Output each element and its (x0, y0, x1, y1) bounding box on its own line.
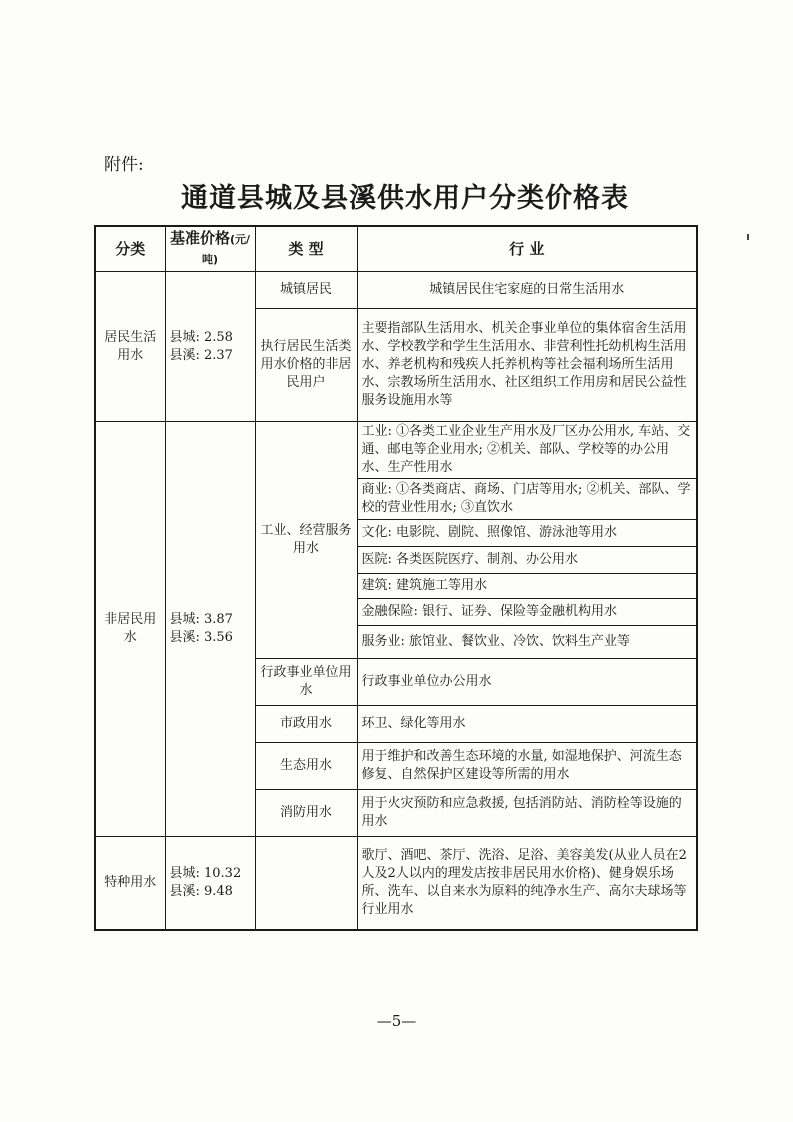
price-non-residential (165, 422, 255, 837)
price-special (165, 837, 255, 931)
type-cell: 城镇居民 (255, 272, 357, 309)
industry-cell: 服务业: 旅馆业、餐饮业、冷饮、饮料生产业等 (357, 626, 697, 659)
industry-cell: 行政事业单位办公用水 (357, 659, 697, 706)
page-number: —5— (376, 1012, 417, 1030)
industry-cell: 环卫、绿化等用水 (357, 706, 697, 743)
type-cell: 消防用水 (255, 790, 357, 837)
type-cell: 生态用水 (255, 743, 357, 790)
type-cell: 执行居民生活类用水价格的非居民用户 (255, 309, 357, 422)
header-base-price (165, 226, 255, 272)
header-category: 分类 (95, 226, 165, 272)
scan-mark (747, 234, 749, 240)
price-residential (165, 272, 255, 422)
header-base-price-label: 基准价格 (169, 229, 230, 247)
header-row (95, 226, 697, 272)
price-special-xi: 县溪: 9.48 (169, 884, 233, 899)
type-cell-industrial: 工业、经营服务用水 (255, 422, 357, 659)
category-non-residential (95, 422, 165, 837)
table-row (95, 272, 697, 309)
industry-cell: 建筑: 建筑施工等用水 (357, 574, 697, 599)
document-title: 通道县城及县溪供水用户分类价格表 (181, 183, 629, 214)
category-non-residential-text: 非居民用水 (104, 612, 157, 645)
water-price-table (94, 225, 698, 931)
category-special-text: 特种用水 (104, 875, 157, 890)
industry-cell: 商业: ①各类商店、商场、门店等用水; ②机关、部队、学校的营业性用水; ③直饮水 (357, 479, 697, 520)
attachment-label: 附件: (104, 155, 144, 175)
industry-cell: 文化: 电影院、剧院、照像馆、游泳池等用水 (357, 520, 697, 547)
table-row (95, 422, 697, 479)
price-residential-xi: 县溪: 2.37 (169, 347, 233, 363)
industry-cell: 医院: 各类医院医疗、制剂、办公用水 (357, 547, 697, 574)
type-cell: 行政事业单位用水 (255, 659, 357, 706)
price-special-city: 县城: 10.32 (169, 866, 242, 881)
type-cell-empty (255, 837, 357, 931)
industry-cell: 工业: ①各类工业企业生产用水及厂区办公用水, 车站、交通、邮电等企业用水; ②机关、部队、学校等的办公用水、生产性用水 (357, 422, 697, 479)
industry-cell: 城镇居民住宅家庭的日常生活用水 (357, 272, 697, 309)
header-industry: 行 业 (357, 226, 697, 272)
header-base-price-unit: (元/吨) (201, 233, 251, 266)
price-residential-city: 县城: 2.58 (169, 329, 233, 345)
category-residential (95, 272, 165, 422)
industry-cell: 歌厅、酒吧、茶厅、洗浴、足浴、美容美发(从业人员在2人及2人以内的理发店按非居民用水价格)、健身娱乐场所、洗车、以自来水为原料的纯净水生产、高尔夫球场等行业用水 (357, 837, 697, 931)
category-residential-text: 居民生活用水 (104, 329, 157, 363)
price-non-residential-xi: 县溪: 3.56 (169, 630, 233, 645)
industry-cell: 金融保险: 银行、证券、保险等金融机构用水 (357, 599, 697, 626)
price-non-residential-city: 县城: 3.87 (169, 612, 233, 627)
industry-cell: 用于火灾预防和应急救援, 包括消防站、消防栓等设施的用水 (357, 790, 697, 837)
industry-cell: 用于维护和改善生态环境的水量, 如湿地保护、河流生态修复、自然保护区建设等所需的用水 (357, 743, 697, 790)
industry-cell: 主要指部队生活用水、机关企事业单位的集体宿舍生活用水、学校教学和学生生活用水、非营利性托幼机构生活用水、养老机构和残疾人托养机构等社会福利场所生活用水、宗教场所生活用水、社区组织工作用房和居民公益性服务设施用水等 (357, 309, 697, 422)
table-row (95, 837, 697, 931)
type-cell: 市政用水 (255, 706, 357, 743)
category-special (95, 837, 165, 931)
header-type: 类 型 (255, 226, 357, 272)
